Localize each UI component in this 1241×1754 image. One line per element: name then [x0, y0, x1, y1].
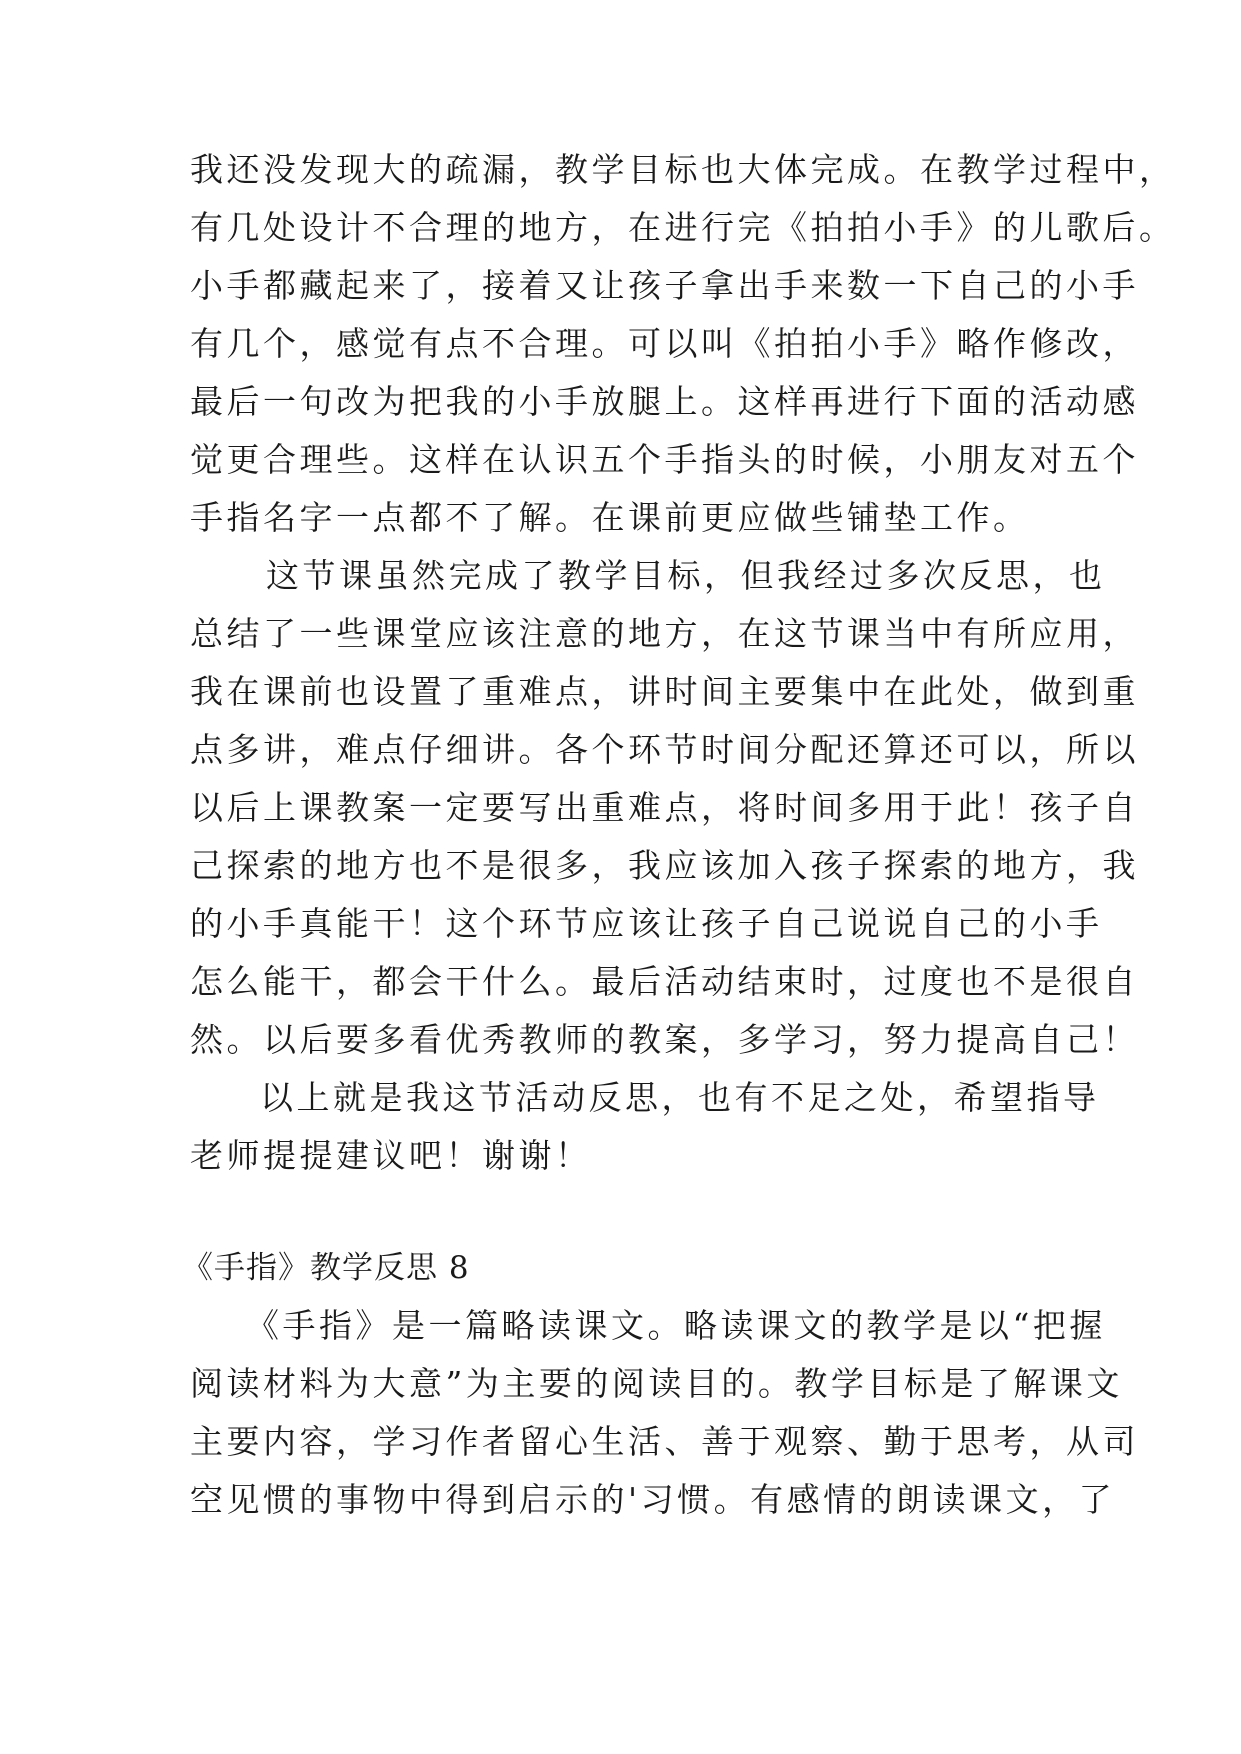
paragraph-line: 以后上课教案一定要写出重难点，将时间多用于此！孩子自 — [190, 788, 1139, 827]
paragraph-line: 觉更合理些。这样在认识五个手指头的时候，小朋友对五个 — [190, 440, 1139, 479]
paragraph-line: 老师提提建议吧！谢谢！ — [190, 1136, 592, 1175]
paragraph-line: 我还没发现大的疏漏，教学目标也大体完成。在教学过程中， — [190, 150, 1176, 189]
paragraph-line: 有几处设计不合理的地方，在进行完《拍拍小手》的儿歌后。 — [190, 208, 1176, 247]
paragraph-line: 空见惯的事物中得到启示的'习惯。有感情的朗读课文，了 — [190, 1480, 1116, 1519]
paragraph-first-line: 这节课虽然完成了教学目标，但我经过多次反思，也 — [266, 556, 1106, 595]
paragraph-line: 最后一句改为把我的小手放腿上。这样再进行下面的活动感 — [190, 382, 1139, 421]
paragraph-first-line: 《手指》是一篇略读课文。略读课文的教学是以“把握 — [246, 1306, 1106, 1345]
paragraph-line: 总结了一些课堂应该注意的地方，在这节课当中有所应用， — [190, 614, 1139, 653]
paragraph-line: 然。以后要多看优秀教师的教案，多学习，努力提高自己！ — [190, 1020, 1139, 1059]
paragraph-first-line: 以上就是我这节活动反思，也有不足之处，希望指导 — [260, 1078, 1100, 1117]
paragraph-line: 手指名字一点都不了解。在课前更应做些铺垫工作。 — [190, 498, 1030, 537]
paragraph-line: 点多讲，难点仔细讲。各个环节时间分配还算还可以，所以 — [190, 730, 1139, 769]
paragraph-line: 有几个，感觉有点不合理。可以叫《拍拍小手》略作修改， — [190, 324, 1139, 363]
section-heading: 《手指》教学反思 8 — [182, 1250, 470, 1286]
paragraph-line: 小手都藏起来了，接着又让孩子拿出手来数一下自己的小手 — [190, 266, 1139, 305]
paragraph-line: 主要内容，学习作者留心生活、善于观察、勤于思考，从司 — [190, 1422, 1139, 1461]
paragraph-line: 怎么能干，都会干什么。最后活动结束时，过度也不是很自 — [190, 962, 1139, 1001]
paragraph-line: 的小手真能干！这个环节应该让孩子自己说说自己的小手 — [190, 904, 1103, 943]
paragraph-line: 我在课前也设置了重难点，讲时间主要集中在此处，做到重 — [190, 672, 1139, 711]
paragraph-line: 阅读材料为大意”为主要的阅读目的。教学目标是了解课文 — [190, 1364, 1123, 1403]
paragraph-line: 己探索的地方也不是很多，我应该加入孩子探索的地方，我 — [190, 846, 1139, 885]
